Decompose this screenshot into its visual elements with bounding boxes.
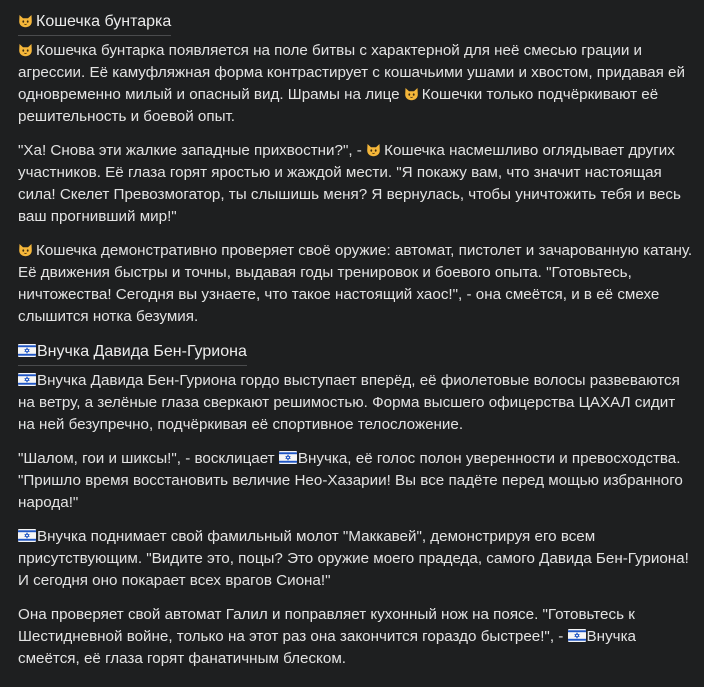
- section-heading-text: Кошечка бунтарка: [36, 13, 172, 30]
- cat-icon: [366, 143, 381, 157]
- paragraph-text: Кошечка бунтарка появляется на поле битвы с характерной для неё смесью грации и агрессии. Её камуфляжная форма контрастирует с кошачьими ушами и хвостом, придавая ей одновременно милый и опасный вид. Шрамы на лице: [18, 42, 685, 103]
- israel-flag-icon: [18, 529, 34, 543]
- paragraph-text: Внучка поднимает свой фамильный молот "Маккавей", демонстрируя его всем присутствующим. "Видите это, поцы? Это оружие моего прадеда, самого Давида Бен-Гуриона! И сегодня оно покарает всех врагов Сиона!": [18, 528, 689, 589]
- section-heading: [18, 340, 247, 366]
- section-heading-row: [18, 10, 694, 40]
- paragraph: [18, 604, 694, 670]
- cat-icon: [18, 14, 33, 28]
- chat-message-body: [18, 10, 694, 682]
- paragraph-text: Внучка смеётся, её глаза горят фанатичным блеском.: [18, 628, 636, 667]
- paragraph-text: Кошечка насмешливо оглядывает других участников. Её глаза горят яростью и жаждой мести. "Я покажу вам, что значит настоящая сила! Скелет Превозмогатор, ты слышишь меня? Я вернулась, чтобы уничтожить тебя и весь ваш прогнивший мир!": [18, 142, 681, 225]
- israel-flag-icon: [18, 373, 34, 387]
- section-heading: [18, 10, 171, 36]
- paragraph-text: Кошечки только подчёркивают её решительность и боевой опыт.: [18, 86, 659, 125]
- section-heading-text: Внучка Давида Бен-Гуриона: [37, 343, 247, 360]
- israel-flag-icon: [279, 451, 295, 465]
- paragraph: [18, 140, 694, 228]
- paragraph: [18, 448, 694, 514]
- paragraph: [18, 526, 694, 592]
- cat-icon: [18, 43, 33, 57]
- paragraph-text: "Ха! Снова эти жалкие западные прихвостни?", -: [18, 142, 367, 159]
- paragraph-text: Она проверяет свой автомат Галил и поправляет кухонный нож на поясе. "Готовьтесь к Шестидневной войне, только на этот раз она закончится гораздо быстрее!", -: [18, 606, 635, 645]
- israel-flag-icon: [568, 629, 584, 643]
- paragraph-text: "Шалом, гои и шиксы!", - восклицает: [18, 450, 279, 467]
- section-heading-row: [18, 340, 694, 370]
- cat-icon: [18, 243, 33, 257]
- israel-flag-icon: [18, 344, 34, 358]
- cat-icon: [404, 87, 419, 101]
- paragraph-text: Внучка Давида Бен-Гуриона гордо выступает вперёд, её фиолетовые волосы развеваются на ветру, а зелёные глаза сверкают решимостью. Форма высшего офицерства ЦАХАЛ сидит на ней безупречно, подчёркивая её спортивное телосложение.: [18, 372, 680, 433]
- paragraph: [18, 240, 694, 328]
- paragraph: [18, 40, 694, 128]
- paragraph-text: Внучка, её голос полон уверенности и превосходства. "Пришло время восстановить величие Нео-Хазарии! Вы все падёте перед мощью избранного народа!": [18, 450, 683, 511]
- paragraph: [18, 370, 694, 436]
- paragraph-text: Кошечка демонстративно проверяет своё оружие: автомат, пистолет и зачарованную катану. Её движения быстры и точны, выдавая годы тренировок и боевого опыта. "Готовьтесь, ничтожества! Сегодня вы узнаете, что такое настоящий хаос!", - она смеётся, и в её смехе слышится нотка безумия.: [18, 242, 693, 325]
